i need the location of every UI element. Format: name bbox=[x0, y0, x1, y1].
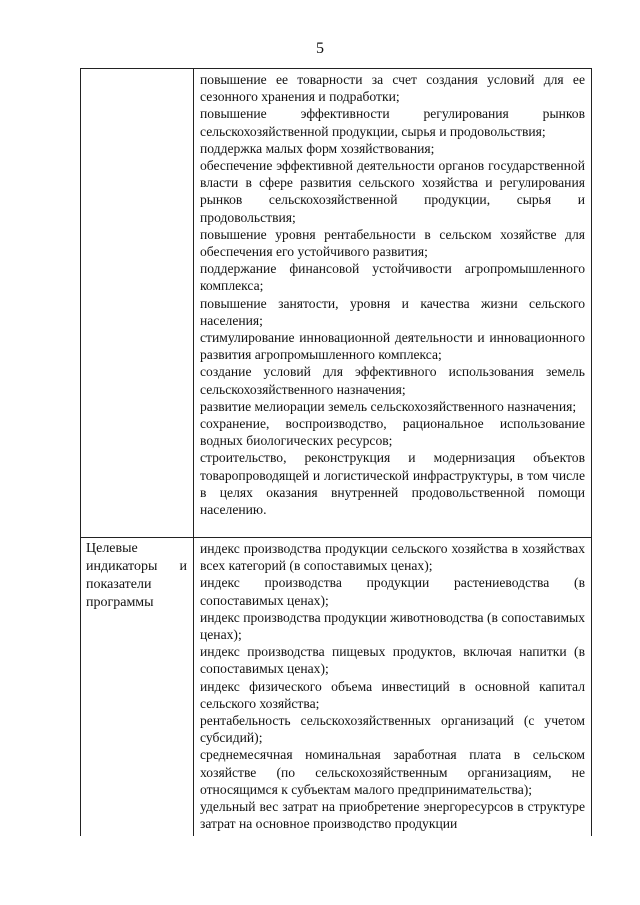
program-passport-table bbox=[80, 68, 592, 836]
list-item: индекс производства продукции животноводства (в сопоставимых ценах); bbox=[200, 609, 585, 643]
list-item: поддержка малых форм хозяйствования; bbox=[200, 140, 435, 156]
table-row bbox=[81, 538, 592, 837]
list-item: повышение эффективности регулирования рынков сельскохозяйственной продукции, сырья и продовольствия; bbox=[200, 106, 585, 139]
list-item: развитие мелиорации земель сельскохозяйственного назначения; bbox=[200, 398, 577, 414]
row-label-cell bbox=[81, 538, 194, 837]
list-item: индекс производства продукции растениеводства (в сопоставимых ценах); bbox=[200, 575, 585, 608]
list-item: повышение уровня рентабельности в сельском хозяйстве для обеспечения его устойчивого развития; bbox=[200, 226, 585, 260]
list-item: создание условий для эффективного использования земель сельскохозяйственного назначения; bbox=[200, 364, 585, 397]
row-label-cell bbox=[81, 69, 194, 538]
row-label-line: показатели bbox=[86, 577, 152, 592]
list-item: обеспечение эффективной деятельности органов государственной власти в сфере развития сельского хозяйства и регулирования рынков сельскохозяйственной продукции, сырья и продовольствия; bbox=[200, 158, 585, 225]
row-content-cell bbox=[194, 538, 592, 837]
list-item: удельный вес затрат на приобретение энергоресурсов в структуре затрат на основное производство продукции bbox=[200, 799, 585, 832]
row-label-line: Целевые bbox=[86, 541, 138, 556]
page-number: 5 bbox=[316, 40, 324, 57]
list-item: повышение ее товарности за счет создания условий для ее сезонного хранения и подработки; bbox=[200, 72, 585, 105]
list-item: стимулирование инновационной деятельности и инновационного развития агропромышленного комплекса; bbox=[200, 330, 585, 363]
row-label-line: программы bbox=[86, 595, 154, 610]
list-item: рентабельность сельскохозяйственных организаций (с учетом субсидий); bbox=[200, 713, 585, 746]
row-content-cell bbox=[194, 69, 592, 538]
list-item: индекс производства продукции сельского хозяйства в хозяйствах всех категорий (в сопоставимых ценах); bbox=[200, 541, 585, 574]
table-row bbox=[81, 69, 592, 538]
list-item: среднемесячная номинальная заработная плата в сельском хозяйстве (по сельскохозяйственным организациям, не относящимся к субъектам малого предпринимательства); bbox=[200, 747, 585, 797]
list-item: индекс физического объема инвестиций в основной капитал сельского хозяйства; bbox=[200, 678, 585, 711]
list-item: сохранение, воспроизводство, рациональное использование водных биологических ресурсов; bbox=[200, 416, 585, 449]
list-item: строительство, реконструкция и модернизация объектов товаропроводящей и логистической инфраструктуры, в том числе в целях оказания внутренней продовольственной помощи населению. bbox=[200, 450, 585, 518]
row-label-line: индикаторы и bbox=[86, 559, 187, 574]
list-item: индекс производства пищевых продуктов, включая напитки (в сопоставимых ценах); bbox=[200, 644, 585, 677]
list-item: повышение занятости, уровня и качества жизни сельского населения; bbox=[200, 295, 585, 328]
list-item: поддержание финансовой устойчивости агропромышленного комплекса; bbox=[200, 261, 585, 294]
